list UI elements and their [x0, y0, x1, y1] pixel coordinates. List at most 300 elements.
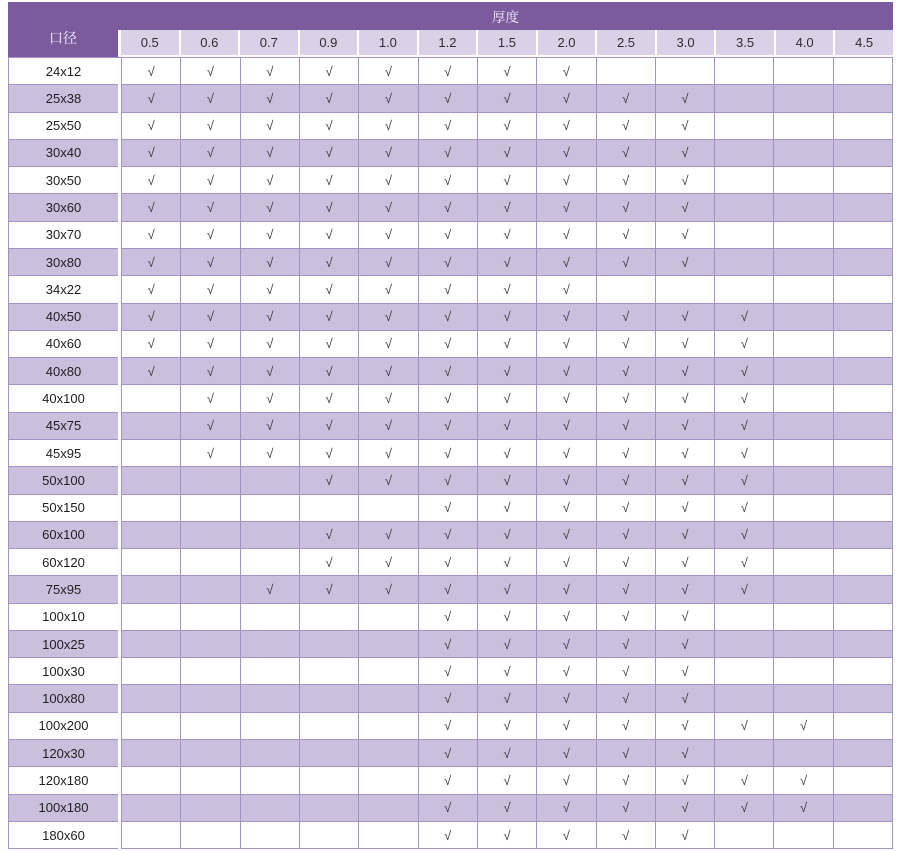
check-cell-45x95-1.2: √: [419, 440, 478, 467]
check-cell-45x95-0.6: √: [181, 440, 240, 467]
check-cell-120x30-0.7: [241, 740, 300, 767]
row-label: 30x80: [8, 249, 118, 276]
check-cell-120x180-1.0: [359, 767, 418, 794]
size-row-30x40: [8, 140, 893, 167]
check-cell-45x95-2.0: √: [537, 440, 596, 467]
check-cell-40x80-2.5: √: [597, 358, 656, 385]
check-cell-30x60-2.0: √: [537, 194, 596, 221]
check-cell-50x150-0.5: [122, 495, 181, 522]
check-cell-60x100-1.0: √: [359, 522, 418, 549]
check-cell-120x30-2.5: √: [597, 740, 656, 767]
check-cell-100x25-3.5: [715, 631, 774, 658]
check-cell-50x150-2.0: √: [537, 495, 596, 522]
check-cell-100x200-3.5: √: [715, 713, 774, 740]
check-cell-50x150-0.9: [300, 495, 359, 522]
check-cell-100x10-0.5: [122, 604, 181, 631]
check-cell-30x60-1.0: √: [359, 194, 418, 221]
check-cell-30x80-2.0: √: [537, 249, 596, 276]
check-cell-30x60-0.7: √: [241, 194, 300, 221]
size-row-45x75: [8, 413, 893, 440]
check-cell-25x38-0.7: √: [241, 85, 300, 112]
check-cells: [121, 331, 893, 358]
check-cell-34x22-0.6: √: [181, 276, 240, 303]
check-cell-50x150-1.0: [359, 495, 418, 522]
check-cell-24x12-2.5: [597, 58, 656, 85]
column-header-2.0: 2.0: [536, 30, 596, 55]
check-cell-30x70-0.9: √: [300, 222, 359, 249]
check-cell-100x180-0.7: [241, 795, 300, 822]
check-cell-75x95-0.7: √: [241, 576, 300, 603]
row-label: 100x10: [8, 604, 118, 631]
column-header-1.0: 1.0: [357, 30, 417, 55]
check-cell-120x30-0.9: [300, 740, 359, 767]
check-cell-100x25-4.5: [834, 631, 893, 658]
size-row-60x120: [8, 549, 893, 576]
size-row-75x95: [8, 576, 893, 603]
check-cell-34x22-3.0: [656, 276, 715, 303]
check-cells: [121, 276, 893, 303]
check-cell-120x30-4.0: [774, 740, 833, 767]
check-cell-34x22-0.7: √: [241, 276, 300, 303]
check-cell-30x70-3.0: √: [656, 222, 715, 249]
check-cells: [121, 304, 893, 331]
row-label: 100x30: [8, 658, 118, 685]
check-cell-50x150-4.5: [834, 495, 893, 522]
row-label: 40x100: [8, 385, 118, 412]
check-cell-40x80-0.7: √: [241, 358, 300, 385]
check-cell-100x180-1.2: √: [419, 795, 478, 822]
check-cell-50x100-2.5: √: [597, 467, 656, 494]
check-cell-100x180-0.5: [122, 795, 181, 822]
check-cells: [121, 685, 893, 712]
check-cell-75x95-0.6: [181, 576, 240, 603]
check-cell-40x50-4.5: [834, 304, 893, 331]
check-cell-50x100-0.9: √: [300, 467, 359, 494]
check-cell-120x180-2.5: √: [597, 767, 656, 794]
check-cell-34x22-3.5: [715, 276, 774, 303]
row-label: 45x75: [8, 413, 118, 440]
size-row-34x22: [8, 276, 893, 303]
check-cell-60x120-2.0: √: [537, 549, 596, 576]
check-cell-60x100-3.0: √: [656, 522, 715, 549]
check-cell-180x60-4.5: [834, 822, 893, 849]
check-cells: [121, 795, 893, 822]
check-cell-45x75-0.5: [122, 413, 181, 440]
row-label: 30x50: [8, 167, 118, 194]
table-header: [8, 2, 893, 57]
check-cell-120x180-4.5: [834, 767, 893, 794]
check-cell-25x50-3.0: √: [656, 113, 715, 140]
check-cell-30x40-0.5: √: [122, 140, 181, 167]
check-cell-120x180-0.9: [300, 767, 359, 794]
check-cell-75x95-2.5: √: [597, 576, 656, 603]
check-cell-120x30-0.5: [122, 740, 181, 767]
check-cell-45x75-2.5: √: [597, 413, 656, 440]
check-cell-100x200-2.0: √: [537, 713, 596, 740]
check-cell-45x95-1.0: √: [359, 440, 418, 467]
check-cells: [121, 194, 893, 221]
check-cell-30x50-0.5: √: [122, 167, 181, 194]
size-row-30x80: [8, 249, 893, 276]
check-cell-40x50-0.5: √: [122, 304, 181, 331]
check-cell-100x30-3.5: [715, 658, 774, 685]
check-cell-40x60-0.5: √: [122, 331, 181, 358]
check-cell-100x10-3.0: √: [656, 604, 715, 631]
check-cell-100x30-1.0: [359, 658, 418, 685]
check-cell-120x180-0.5: [122, 767, 181, 794]
check-cell-100x200-1.0: [359, 713, 418, 740]
check-cells: [121, 495, 893, 522]
check-cell-60x120-0.9: √: [300, 549, 359, 576]
check-cell-120x30-2.0: √: [537, 740, 596, 767]
check-cell-30x80-3.0: √: [656, 249, 715, 276]
check-cell-45x75-1.2: √: [419, 413, 478, 440]
check-cell-24x12-0.6: √: [181, 58, 240, 85]
check-cell-180x60-4.0: [774, 822, 833, 849]
check-cell-75x95-1.0: √: [359, 576, 418, 603]
check-cell-60x100-0.9: √: [300, 522, 359, 549]
check-cell-100x10-1.2: √: [419, 604, 478, 631]
check-cell-120x180-1.5: √: [478, 767, 537, 794]
check-cell-30x70-0.6: √: [181, 222, 240, 249]
check-cell-24x12-3.0: [656, 58, 715, 85]
check-cell-40x80-0.6: √: [181, 358, 240, 385]
check-cell-60x100-2.5: √: [597, 522, 656, 549]
check-cell-30x60-0.5: √: [122, 194, 181, 221]
check-cell-40x100-2.5: √: [597, 385, 656, 412]
column-header-1.2: 1.2: [417, 30, 477, 55]
check-cell-100x200-3.0: √: [656, 713, 715, 740]
check-cell-30x40-2.0: √: [537, 140, 596, 167]
check-cell-45x95-4.0: [774, 440, 833, 467]
check-cell-40x80-4.0: [774, 358, 833, 385]
check-cell-30x50-3.0: √: [656, 167, 715, 194]
size-row-30x50: [8, 167, 893, 194]
check-cell-40x60-0.6: √: [181, 331, 240, 358]
check-cell-75x95-2.0: √: [537, 576, 596, 603]
check-cell-40x50-3.0: √: [656, 304, 715, 331]
check-cell-100x200-4.5: [834, 713, 893, 740]
check-cell-100x200-1.2: √: [419, 713, 478, 740]
column-header-row: [121, 30, 893, 55]
check-cell-30x60-1.2: √: [419, 194, 478, 221]
check-cell-50x100-0.5: [122, 467, 181, 494]
check-cell-40x50-2.5: √: [597, 304, 656, 331]
check-cell-100x200-0.9: [300, 713, 359, 740]
check-cell-25x50-2.0: √: [537, 113, 596, 140]
column-header-4.5: 4.5: [833, 30, 893, 55]
check-cell-100x80-1.2: √: [419, 685, 478, 712]
check-cells: [121, 58, 893, 85]
check-cell-30x40-4.5: [834, 140, 893, 167]
row-label: 25x38: [8, 85, 118, 112]
size-row-120x30: [8, 740, 893, 767]
row-label: 100x25: [8, 631, 118, 658]
check-cell-60x120-0.7: [241, 549, 300, 576]
check-cells: [121, 113, 893, 140]
check-cells: [121, 413, 893, 440]
check-cell-100x180-0.9: [300, 795, 359, 822]
row-label: 30x60: [8, 194, 118, 221]
check-cell-30x80-1.5: √: [478, 249, 537, 276]
check-cell-25x38-2.0: √: [537, 85, 596, 112]
check-cell-30x50-4.0: [774, 167, 833, 194]
check-cell-100x30-1.2: √: [419, 658, 478, 685]
check-cell-180x60-0.7: [241, 822, 300, 849]
check-cell-40x60-4.0: [774, 331, 833, 358]
check-cell-100x25-0.9: [300, 631, 359, 658]
check-cell-25x50-0.5: √: [122, 113, 181, 140]
check-cell-50x150-4.0: [774, 495, 833, 522]
row-label: 24x12: [8, 58, 118, 85]
check-cell-100x25-3.0: √: [656, 631, 715, 658]
check-cell-34x22-1.5: √: [478, 276, 537, 303]
check-cell-180x60-3.0: √: [656, 822, 715, 849]
size-row-30x60: [8, 194, 893, 221]
row-label: 50x150: [8, 495, 118, 522]
check-cell-100x180-2.5: √: [597, 795, 656, 822]
check-cell-30x70-2.0: √: [537, 222, 596, 249]
check-cell-30x40-0.6: √: [181, 140, 240, 167]
check-cell-25x38-4.5: [834, 85, 893, 112]
check-cell-100x10-4.0: [774, 604, 833, 631]
check-cell-120x30-3.5: [715, 740, 774, 767]
check-cell-60x120-2.5: √: [597, 549, 656, 576]
row-label: 100x200: [8, 713, 118, 740]
check-cell-34x22-2.5: [597, 276, 656, 303]
check-cell-25x50-0.9: √: [300, 113, 359, 140]
check-cell-40x80-2.0: √: [537, 358, 596, 385]
check-cell-100x25-0.6: [181, 631, 240, 658]
row-label: 180x60: [8, 822, 118, 849]
check-cell-30x70-2.5: √: [597, 222, 656, 249]
check-cell-100x80-2.0: √: [537, 685, 596, 712]
column-header-3.0: 3.0: [655, 30, 715, 55]
check-cell-50x150-0.7: [241, 495, 300, 522]
check-cell-180x60-1.5: √: [478, 822, 537, 849]
check-cell-25x50-0.6: √: [181, 113, 240, 140]
check-cell-100x10-2.5: √: [597, 604, 656, 631]
check-cell-40x50-0.7: √: [241, 304, 300, 331]
check-cell-100x25-2.0: √: [537, 631, 596, 658]
check-cell-45x75-1.0: √: [359, 413, 418, 440]
check-cell-40x100-1.0: √: [359, 385, 418, 412]
check-cell-100x10-0.7: [241, 604, 300, 631]
check-cell-30x50-4.5: [834, 167, 893, 194]
check-cell-100x25-0.7: [241, 631, 300, 658]
check-cell-45x95-0.9: √: [300, 440, 359, 467]
check-cell-30x70-0.7: √: [241, 222, 300, 249]
check-cell-100x180-3.5: √: [715, 795, 774, 822]
check-cells: [121, 713, 893, 740]
size-row-180x60: [8, 822, 893, 849]
check-cell-45x95-0.5: [122, 440, 181, 467]
check-cells: [121, 249, 893, 276]
check-cell-25x38-1.2: √: [419, 85, 478, 112]
row-label: 30x40: [8, 140, 118, 167]
check-cell-25x38-3.5: [715, 85, 774, 112]
check-cell-120x180-0.6: [181, 767, 240, 794]
check-cell-34x22-4.5: [834, 276, 893, 303]
check-cell-50x100-3.5: √: [715, 467, 774, 494]
check-cell-60x120-3.0: √: [656, 549, 715, 576]
check-cell-40x50-0.6: √: [181, 304, 240, 331]
row-label: 120x180: [8, 767, 118, 794]
check-cell-30x50-0.6: √: [181, 167, 240, 194]
check-cell-40x100-0.6: √: [181, 385, 240, 412]
check-cell-40x60-1.2: √: [419, 331, 478, 358]
check-cell-100x200-0.5: [122, 713, 181, 740]
check-cell-75x95-4.5: [834, 576, 893, 603]
check-cell-24x12-4.5: [834, 58, 893, 85]
check-cell-40x100-2.0: √: [537, 385, 596, 412]
check-cell-120x30-3.0: √: [656, 740, 715, 767]
check-cell-50x150-2.5: √: [597, 495, 656, 522]
check-cell-30x40-1.5: √: [478, 140, 537, 167]
check-cell-100x180-1.5: √: [478, 795, 537, 822]
check-cell-40x100-3.0: √: [656, 385, 715, 412]
row-label: 34x22: [8, 276, 118, 303]
check-cell-40x80-1.2: √: [419, 358, 478, 385]
check-cells: [121, 358, 893, 385]
check-cell-25x38-0.5: √: [122, 85, 181, 112]
check-cell-100x80-4.5: [834, 685, 893, 712]
check-cell-50x100-2.0: √: [537, 467, 596, 494]
check-cell-30x40-3.0: √: [656, 140, 715, 167]
check-cell-24x12-1.0: √: [359, 58, 418, 85]
check-cell-100x30-4.5: [834, 658, 893, 685]
check-cell-100x25-1.5: √: [478, 631, 537, 658]
check-cell-100x80-0.9: [300, 685, 359, 712]
check-cell-45x95-1.5: √: [478, 440, 537, 467]
check-cell-100x200-1.5: √: [478, 713, 537, 740]
check-cell-30x50-0.7: √: [241, 167, 300, 194]
column-header-0.6: 0.6: [179, 30, 239, 55]
row-label: 60x100: [8, 522, 118, 549]
check-cell-40x60-1.5: √: [478, 331, 537, 358]
row-label: 40x50: [8, 304, 118, 331]
check-cell-100x200-0.6: [181, 713, 240, 740]
check-cell-25x50-1.5: √: [478, 113, 537, 140]
check-cell-24x12-1.5: √: [478, 58, 537, 85]
caliber-header-cell: 口径: [8, 2, 118, 57]
check-cell-60x100-3.5: √: [715, 522, 774, 549]
check-cell-40x100-4.0: [774, 385, 833, 412]
check-cell-30x80-1.2: √: [419, 249, 478, 276]
check-cell-30x50-0.9: √: [300, 167, 359, 194]
check-cell-25x50-2.5: √: [597, 113, 656, 140]
check-cell-30x80-0.5: √: [122, 249, 181, 276]
check-cell-25x50-3.5: [715, 113, 774, 140]
check-cell-180x60-0.5: [122, 822, 181, 849]
check-cell-34x22-4.0: [774, 276, 833, 303]
check-cell-50x100-0.7: [241, 467, 300, 494]
check-cell-100x30-0.5: [122, 658, 181, 685]
check-cell-25x38-1.0: √: [359, 85, 418, 112]
check-cell-40x60-3.0: √: [656, 331, 715, 358]
check-cell-100x80-1.5: √: [478, 685, 537, 712]
check-cell-50x150-3.5: √: [715, 495, 774, 522]
check-cell-100x10-4.5: [834, 604, 893, 631]
check-cell-40x60-0.9: √: [300, 331, 359, 358]
check-cells: [121, 740, 893, 767]
check-cells: [121, 631, 893, 658]
check-cell-60x100-4.5: [834, 522, 893, 549]
check-cells: [121, 85, 893, 112]
check-cell-100x180-4.0: √: [774, 795, 833, 822]
size-row-100x200: [8, 713, 893, 740]
size-row-100x80: [8, 685, 893, 712]
check-cell-40x60-3.5: √: [715, 331, 774, 358]
check-cells: [121, 549, 893, 576]
check-cell-60x100-1.5: √: [478, 522, 537, 549]
check-cell-40x50-1.2: √: [419, 304, 478, 331]
check-cell-40x50-1.5: √: [478, 304, 537, 331]
check-cell-30x60-0.6: √: [181, 194, 240, 221]
column-header-2.5: 2.5: [595, 30, 655, 55]
check-cell-40x50-1.0: √: [359, 304, 418, 331]
size-row-25x50: [8, 113, 893, 140]
check-cell-45x95-0.7: √: [241, 440, 300, 467]
check-cell-40x60-2.0: √: [537, 331, 596, 358]
check-cell-30x70-1.5: √: [478, 222, 537, 249]
check-cell-50x150-1.2: √: [419, 495, 478, 522]
check-cell-75x95-1.2: √: [419, 576, 478, 603]
size-row-40x50: [8, 304, 893, 331]
check-cell-30x60-3.5: [715, 194, 774, 221]
check-cell-40x100-1.5: √: [478, 385, 537, 412]
row-label: 100x80: [8, 685, 118, 712]
check-cell-34x22-0.9: √: [300, 276, 359, 303]
check-cell-40x60-2.5: √: [597, 331, 656, 358]
check-cells: [121, 822, 893, 849]
check-cell-100x25-1.0: [359, 631, 418, 658]
check-cell-30x60-4.5: [834, 194, 893, 221]
check-cell-40x60-1.0: √: [359, 331, 418, 358]
check-cell-30x50-2.0: √: [537, 167, 596, 194]
check-cell-25x38-2.5: √: [597, 85, 656, 112]
check-cell-120x180-4.0: √: [774, 767, 833, 794]
size-row-24x12: [8, 58, 893, 85]
check-cell-30x40-1.0: √: [359, 140, 418, 167]
size-row-40x100: [8, 385, 893, 412]
row-label: 50x100: [8, 467, 118, 494]
check-cells: [121, 167, 893, 194]
column-header-0.7: 0.7: [238, 30, 298, 55]
check-cell-75x95-3.5: √: [715, 576, 774, 603]
check-cell-40x100-0.5: [122, 385, 181, 412]
check-cell-40x80-3.5: √: [715, 358, 774, 385]
check-cell-60x100-1.2: √: [419, 522, 478, 549]
check-cells: [121, 222, 893, 249]
check-cells: [121, 467, 893, 494]
check-cell-34x22-2.0: √: [537, 276, 596, 303]
check-cell-40x100-1.2: √: [419, 385, 478, 412]
check-cell-100x30-4.0: [774, 658, 833, 685]
size-row-40x80: [8, 358, 893, 385]
table-body: [8, 57, 893, 849]
check-cell-100x30-1.5: √: [478, 658, 537, 685]
check-cell-75x95-3.0: √: [656, 576, 715, 603]
size-row-100x25: [8, 631, 893, 658]
size-row-120x180: [8, 767, 893, 794]
check-cells: [121, 522, 893, 549]
check-cell-25x50-0.7: √: [241, 113, 300, 140]
check-cell-120x180-0.7: [241, 767, 300, 794]
check-cell-60x100-0.7: [241, 522, 300, 549]
check-cell-120x30-0.6: [181, 740, 240, 767]
check-cell-100x80-0.6: [181, 685, 240, 712]
